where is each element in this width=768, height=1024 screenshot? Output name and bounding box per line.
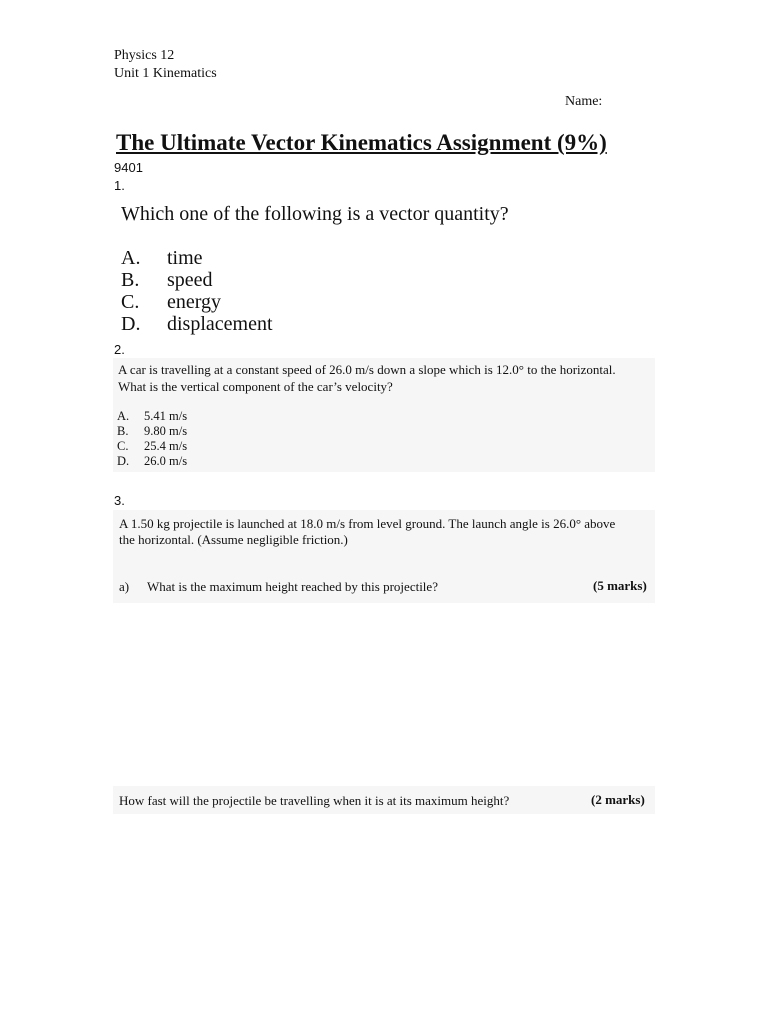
option-b xyxy=(117,424,187,439)
option-b xyxy=(121,269,273,291)
option-letter: C. xyxy=(121,291,140,313)
question-1-number: 1. xyxy=(114,178,125,193)
question-1-options xyxy=(121,247,273,335)
name-field-label: Name: xyxy=(565,94,603,109)
option-a xyxy=(117,409,187,424)
question-2-prompt-line2: What is the vertical component of the car’s velocity? xyxy=(118,379,393,394)
part-a-label: a) xyxy=(119,579,130,594)
assignment-code: 9401 xyxy=(114,160,143,175)
question-2-number: 2. xyxy=(114,342,125,357)
option-letter: A. xyxy=(117,409,130,423)
option-text: time xyxy=(167,247,203,269)
option-text: speed xyxy=(167,269,213,291)
option-letter: A. xyxy=(121,247,141,269)
question-3-box xyxy=(113,510,655,603)
option-text: displacement xyxy=(167,313,273,335)
part-a-text: What is the maximum height reached by this projectile? xyxy=(147,579,438,594)
question-3-prompt-line2: the horizontal. (Assume negligible friction.) xyxy=(119,532,348,547)
option-letter: D. xyxy=(121,313,141,335)
course-label: Physics 12 xyxy=(114,48,175,63)
option-text: energy xyxy=(167,291,222,313)
option-letter: C. xyxy=(117,439,129,453)
part-a-marks: (5 marks) xyxy=(593,578,647,593)
option-c xyxy=(121,291,273,313)
question-3b-box xyxy=(113,786,655,814)
option-d xyxy=(117,454,187,469)
option-text: 9.80 m/s xyxy=(144,424,188,438)
question-2-options xyxy=(117,409,187,469)
question-2-prompt-line1: A car is travelling at a constant speed of 26.0 m/s down a slope which is 12.0° to the horizontal. xyxy=(118,362,616,377)
option-text: 25.4 m/s xyxy=(144,439,188,453)
question-2-box xyxy=(113,358,655,472)
option-text: 5.41 m/s xyxy=(144,409,188,423)
option-letter: D. xyxy=(117,454,130,468)
option-letter: B. xyxy=(117,424,129,438)
option-c xyxy=(117,439,187,454)
question-3-number: 3. xyxy=(114,493,125,508)
option-letter: B. xyxy=(121,269,140,291)
unit-label: Unit 1 Kinematics xyxy=(114,66,217,81)
part-b-marks: (2 marks) xyxy=(591,792,645,807)
option-text: 26.0 m/s xyxy=(144,454,188,468)
question-3-prompt-line1: A 1.50 kg projectile is launched at 18.0 m/s from level ground. The launch angle is 26.0° above xyxy=(119,516,616,531)
option-a xyxy=(121,247,273,269)
question-1-prompt: Which one of the following is a vector quantity? xyxy=(121,203,509,225)
assignment-title: The Ultimate Vector Kinematics Assignment (9%) xyxy=(116,130,607,155)
part-b-text: How fast will the projectile be travelling when it is at its maximum height? xyxy=(119,793,510,808)
option-d xyxy=(121,313,273,335)
